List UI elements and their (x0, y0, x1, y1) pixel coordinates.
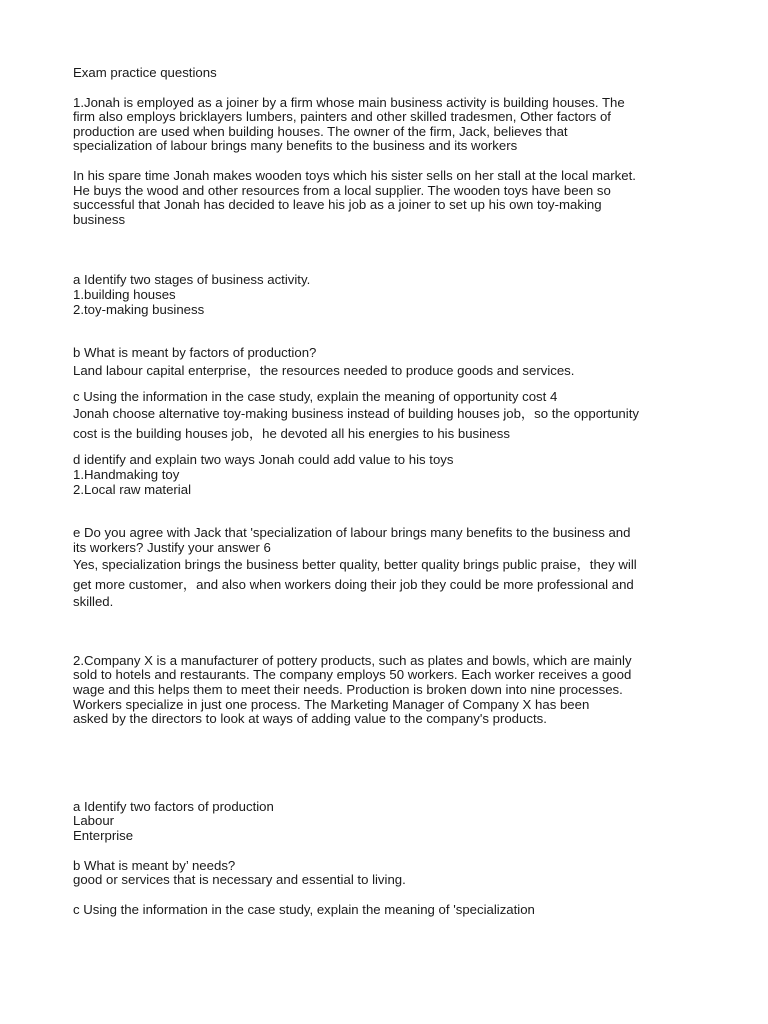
answer-text: Enterprise (73, 828, 134, 844)
q2-intro (73, 654, 713, 727)
q1-part-c (73, 390, 713, 445)
answer-text: Land labour capital enterprise，the resources needed to produce goods and services. (73, 362, 575, 378)
paragraph-line: 1.Jonah is employed as a joiner by a firm whose main business activity is building houses. The (73, 94, 625, 110)
paragraph-line: wage and this helps them to meet their needs. Production is broken down into nine processes. (73, 682, 623, 698)
question-text: e Do you agree with Jack that 'specialization of labour brings many benefits to the business and (73, 525, 631, 541)
q1-part-b (73, 346, 713, 381)
q1-spare-time (73, 169, 713, 227)
q2-part-a (73, 800, 713, 844)
paragraph-line: asked by the directors to look at ways of adding value to the company's products. (73, 711, 547, 727)
paragraph-line: specialization of labour brings many benefits to the business and its workers (73, 138, 518, 154)
paragraph-line: business (73, 211, 126, 227)
question-text: b What is meant by factors of production? (73, 345, 317, 361)
q1-part-e (73, 526, 713, 610)
page-title (73, 66, 713, 81)
paragraph-line: 2.Company X is a manufacturer of pottery products, such as plates and bowls, which are mainly (73, 652, 632, 668)
paragraph-line: Workers specialize in just one process. The Marketing Manager of Company X has been (73, 696, 590, 712)
question-text: a Identify two factors of production (73, 798, 274, 814)
question-text: b What is meant by’ needs? (73, 857, 236, 873)
q1-part-a (73, 273, 713, 317)
paragraph-line: firm also employs bricklayers lumbers, painters and other skilled tradesmen, Other factors of (73, 109, 611, 125)
paragraph-line: He buys the wood and other resources from a local supplier. The wooden toys have been so (73, 182, 611, 198)
answer-text: cost is the building houses job，he devoted all his energies to his business (73, 426, 510, 442)
question-text: d identify and explain two ways Jonah could add value to his toys (73, 452, 454, 468)
answer-text: 1.Handmaking toy (73, 466, 180, 482)
question-text: a Identify two stages of business activity. (73, 272, 311, 288)
question-text: its workers? Justify your answer 6 (73, 539, 271, 555)
question-text: c Using the information in the case study, explain the meaning of opportunity cost 4 (73, 388, 558, 404)
paragraph-line: sold to hotels and restaurants. The company employs 50 workers. Each worker receives a good (73, 667, 632, 683)
q1-intro (73, 96, 713, 154)
q2-part-b (73, 859, 713, 888)
answer-text: 2.toy-making business (73, 301, 205, 317)
answer-text: Labour (73, 813, 115, 829)
paragraph-line: In his spare time Jonah makes wooden toys which his sister sells on her stall at the local market. (73, 167, 636, 183)
answer-text: skilled. (73, 594, 114, 610)
answer-text: 1.building houses (73, 286, 176, 302)
answer-text: get more customer，and also when workers doing their job they could be more professional and (73, 577, 634, 593)
paragraph-line: successful that Jonah has decided to leave his job as a joiner to set up his own toy-making (73, 197, 602, 213)
answer-text: 2.Local raw material (73, 481, 192, 497)
answer-text: Yes, specialization brings the business better quality, better quality brings public praise，they will (73, 557, 637, 573)
question-text: c Using the information in the case study, explain the meaning of 'specialization (73, 901, 535, 917)
paragraph-line: production are used when building houses. The owner of the firm, Jack, believes that (73, 123, 568, 139)
title-text: Exam practice questions (73, 65, 217, 80)
document-page (73, 66, 713, 917)
answer-text: good or services that is necessary and essential to living. (73, 872, 406, 888)
q1-part-d (73, 453, 713, 497)
answer-text: Jonah choose alternative toy-making business instead of building houses job，so the opportunity (73, 406, 639, 422)
q2-part-c (73, 903, 713, 918)
